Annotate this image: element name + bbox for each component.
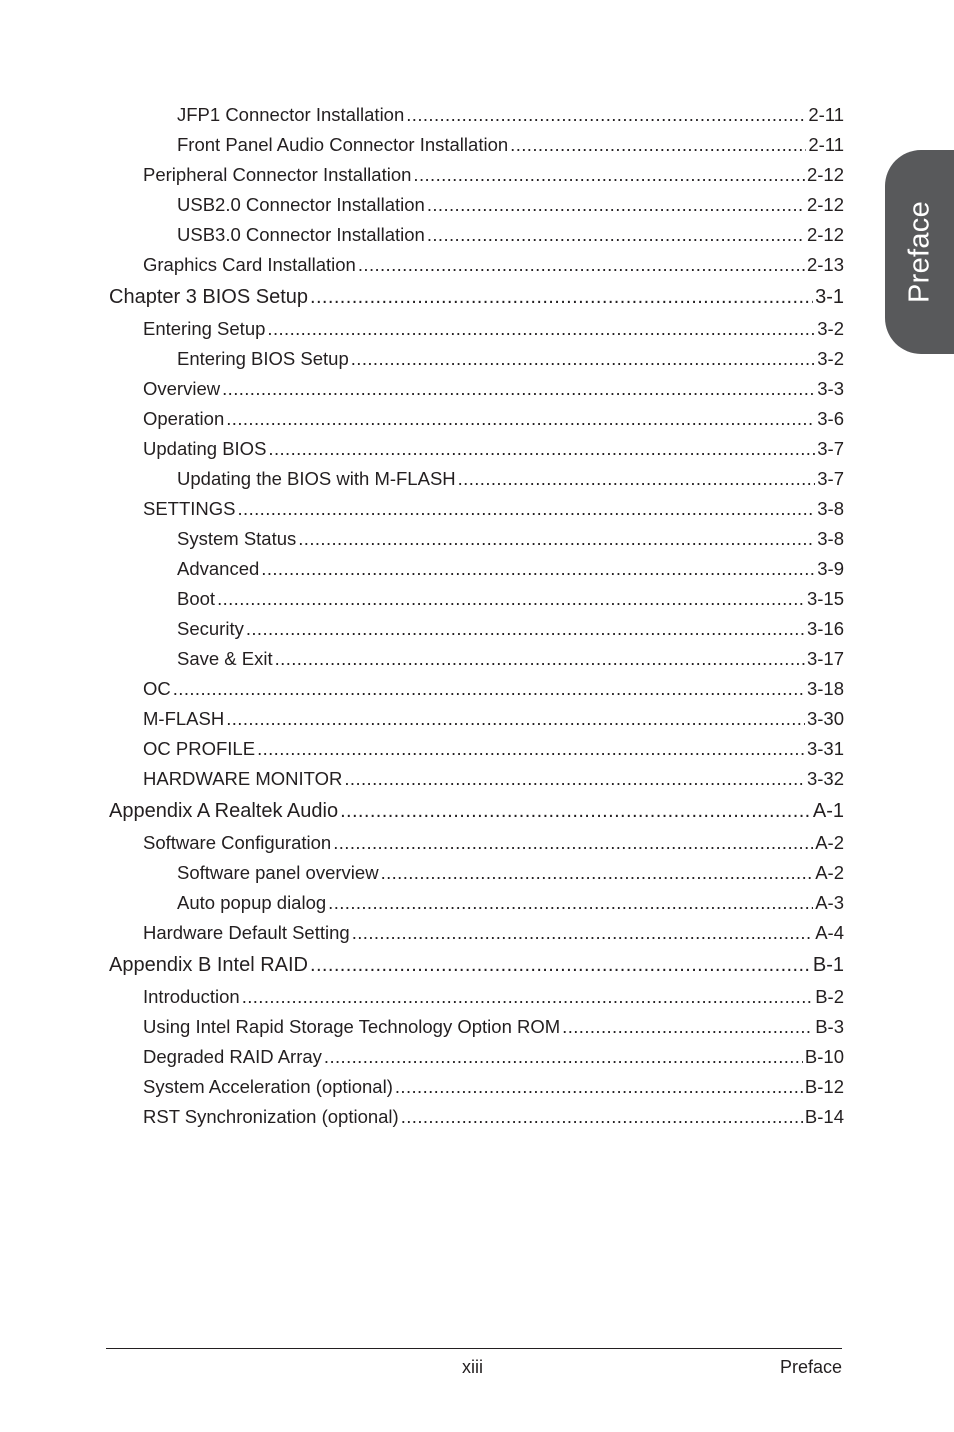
toc-dot-leader (427, 191, 805, 219)
toc-dot-leader (217, 585, 805, 613)
toc-entry-title: Software panel overview (177, 862, 379, 883)
toc-entry-title: System Status (177, 528, 297, 549)
toc-entry[interactable] (143, 435, 844, 463)
toc-dot-leader (510, 131, 806, 159)
toc-entry-title: Entering BIOS Setup (177, 348, 349, 369)
toc-dot-leader (562, 1013, 813, 1041)
toc-entry-page: 2-12 (806, 224, 844, 245)
toc-entry-title: System Acceleration (optional) (143, 1076, 393, 1097)
toc-entry[interactable] (177, 345, 844, 373)
toc-entry-page: A-1 (812, 800, 844, 822)
toc-entry-title: JFP1 Connector Installation (177, 104, 405, 125)
toc-dot-leader (310, 283, 813, 311)
toc-dot-leader (275, 645, 805, 673)
toc-dot-leader (226, 705, 805, 733)
toc-entry-page: 3-17 (806, 648, 844, 669)
toc-entry[interactable] (177, 555, 844, 583)
footer-divider (106, 1348, 842, 1349)
toc-entry[interactable] (143, 1013, 844, 1041)
toc-entry-title: M-FLASH (143, 708, 225, 729)
toc-entry-page: 3-8 (817, 528, 844, 549)
toc-entry[interactable] (143, 983, 844, 1011)
toc-entry[interactable] (143, 495, 844, 523)
toc-entry-title: Save & Exit (177, 648, 273, 669)
toc-entry-title: OC PROFILE (143, 738, 256, 759)
toc-entry-title: Peripheral Connector Installation (143, 164, 412, 185)
toc-dot-leader (406, 101, 806, 129)
toc-dot-leader (344, 765, 805, 793)
toc-entry-page: B-10 (804, 1046, 844, 1067)
toc-entry-page: A-2 (815, 832, 844, 853)
toc-entry-title: Boot (177, 588, 216, 609)
toc-entry[interactable] (177, 131, 844, 159)
toc-dot-leader (381, 859, 814, 887)
toc-dot-leader (427, 221, 805, 249)
toc-entry-page: B-2 (815, 986, 844, 1007)
toc-entry[interactable] (177, 615, 844, 643)
toc-entry-title: USB3.0 Connector Installation (177, 224, 425, 245)
toc-entry-page: A-3 (815, 892, 844, 913)
toc-entry-page: B-3 (815, 1016, 844, 1037)
toc-entry[interactable] (177, 221, 844, 249)
toc-entry-title: Software Configuration (143, 832, 332, 853)
side-tab-label: Preface (903, 200, 935, 304)
toc-entry-page: 3-18 (806, 678, 844, 699)
toc-entry-title: Updating the BIOS with M-FLASH (177, 468, 456, 489)
toc-entry-page: 2-12 (806, 164, 844, 185)
toc-dot-leader (173, 675, 805, 703)
toc-entry-title: SETTINGS (143, 498, 236, 519)
toc-entry-page: B-1 (812, 954, 844, 976)
toc-entry-page: 3-16 (806, 618, 844, 639)
toc-entry-page: 3-1 (815, 286, 844, 308)
toc-entry-page: 2-12 (806, 194, 844, 215)
toc-entry[interactable] (143, 919, 844, 947)
toc-entry-page: 3-32 (806, 768, 844, 789)
toc-entry-title: USB2.0 Connector Installation (177, 194, 425, 215)
toc-entry-page: 3-7 (817, 438, 844, 459)
toc-entry-title: Appendix B Intel RAID (109, 954, 308, 976)
toc-entry[interactable] (177, 101, 844, 129)
toc-entry[interactable] (143, 375, 844, 403)
toc-chapter-entry[interactable] (109, 283, 844, 311)
toc-entry-title: Using Intel Rapid Storage Technology Option ROM (143, 1016, 561, 1037)
toc-entry-title: RST Synchronization (optional) (143, 1106, 399, 1127)
toc-entry[interactable] (143, 161, 844, 189)
toc-dot-leader (257, 735, 805, 763)
toc-entry-title: Updating BIOS (143, 438, 267, 459)
toc-entry[interactable] (143, 735, 844, 763)
toc-entry-title: Security (177, 618, 244, 639)
toc-entry[interactable] (177, 525, 844, 553)
toc-entry[interactable] (143, 1043, 844, 1071)
toc-dot-leader (222, 375, 815, 403)
toc-entry[interactable] (143, 405, 844, 433)
toc-entry-title: Entering Setup (143, 318, 266, 339)
toc-entry-page: 3-2 (817, 348, 844, 369)
toc-entry-title: Front Panel Audio Connector Installation (177, 134, 509, 155)
toc-entry-page: 3-3 (817, 378, 844, 399)
toc-entry-title: Chapter 3 BIOS Setup (109, 286, 309, 308)
toc-entry-page: 3-2 (817, 318, 844, 339)
toc-dot-leader (324, 1043, 803, 1071)
toc-entry-page: 3-8 (817, 498, 844, 519)
toc-entry-title: Operation (143, 408, 225, 429)
toc-entry-page: 3-9 (817, 558, 844, 579)
toc-entry-title: Degraded RAID Array (143, 1046, 322, 1067)
toc-entry[interactable] (177, 585, 844, 613)
toc-dot-leader (298, 525, 815, 553)
toc-entry-page: B-12 (804, 1076, 844, 1097)
toc-entry-page: A-4 (815, 922, 844, 943)
toc-entry-title: OC (143, 678, 171, 699)
toc-dot-leader (395, 1073, 803, 1101)
toc-entry[interactable] (143, 705, 844, 733)
toc-entry[interactable] (177, 645, 844, 673)
toc-dot-leader (310, 951, 811, 979)
toc-entry-page: 3-30 (806, 708, 844, 729)
toc-entry-title: Overview (143, 378, 221, 399)
toc-dot-leader (246, 615, 805, 643)
toc-dot-leader (261, 555, 815, 583)
toc-dot-leader (351, 345, 816, 373)
toc-entry-title: Hardware Default Setting (143, 922, 350, 943)
toc-chapter-entry[interactable] (109, 797, 844, 825)
footer-section-name: Preface (779, 1357, 842, 1377)
toc-dot-leader (458, 465, 816, 493)
toc-entry[interactable] (177, 889, 844, 917)
toc-entry-title: Introduction (143, 986, 240, 1007)
toc-entry[interactable] (143, 675, 844, 703)
toc-entry[interactable] (177, 191, 844, 219)
toc-dot-leader (413, 161, 805, 189)
toc-entry-title: Advanced (177, 558, 260, 579)
toc-dot-leader (358, 251, 805, 279)
toc-entry-title: Appendix A Realtek Audio (109, 800, 339, 822)
toc-entry[interactable] (143, 765, 844, 793)
toc-entry-page: 2-11 (808, 134, 844, 155)
toc-dot-leader (226, 405, 815, 433)
toc-dot-leader (333, 829, 813, 857)
toc-entry-page: B-14 (804, 1106, 844, 1127)
toc-entry-page: 3-15 (806, 588, 844, 609)
toc-entry-page: 3-31 (806, 738, 844, 759)
toc-dot-leader (242, 983, 814, 1011)
toc-dot-leader (267, 315, 815, 343)
toc-dot-leader (340, 797, 811, 825)
toc-dot-leader (268, 435, 815, 463)
toc-entry[interactable] (143, 1073, 844, 1101)
toc-dot-leader (328, 889, 813, 917)
toc-entry-page: 3-7 (817, 468, 844, 489)
side-section-tab (885, 150, 954, 354)
toc-entry-title: Auto popup dialog (177, 892, 327, 913)
toc-entry-page: 2-13 (806, 254, 844, 275)
toc-entry-title: Graphics Card Installation (143, 254, 356, 275)
toc-entry-page: 2-11 (808, 104, 844, 125)
toc-entry-page: 3-6 (817, 408, 844, 429)
toc-entry-page: A-2 (815, 862, 844, 883)
toc-entry-title: HARDWARE MONITOR (143, 768, 343, 789)
toc-entry[interactable] (177, 465, 844, 493)
toc-dot-leader (238, 495, 816, 523)
toc-entry[interactable] (143, 251, 844, 279)
toc-dot-leader (401, 1103, 803, 1131)
toc-dot-leader (352, 919, 814, 947)
toc-chapter-entry[interactable] (109, 951, 844, 979)
toc-entry[interactable] (143, 315, 844, 343)
footer-page-number: xiii (462, 1357, 483, 1377)
toc-entry[interactable] (177, 859, 844, 887)
toc-entry[interactable] (143, 1103, 844, 1131)
toc-entry[interactable] (143, 829, 844, 857)
